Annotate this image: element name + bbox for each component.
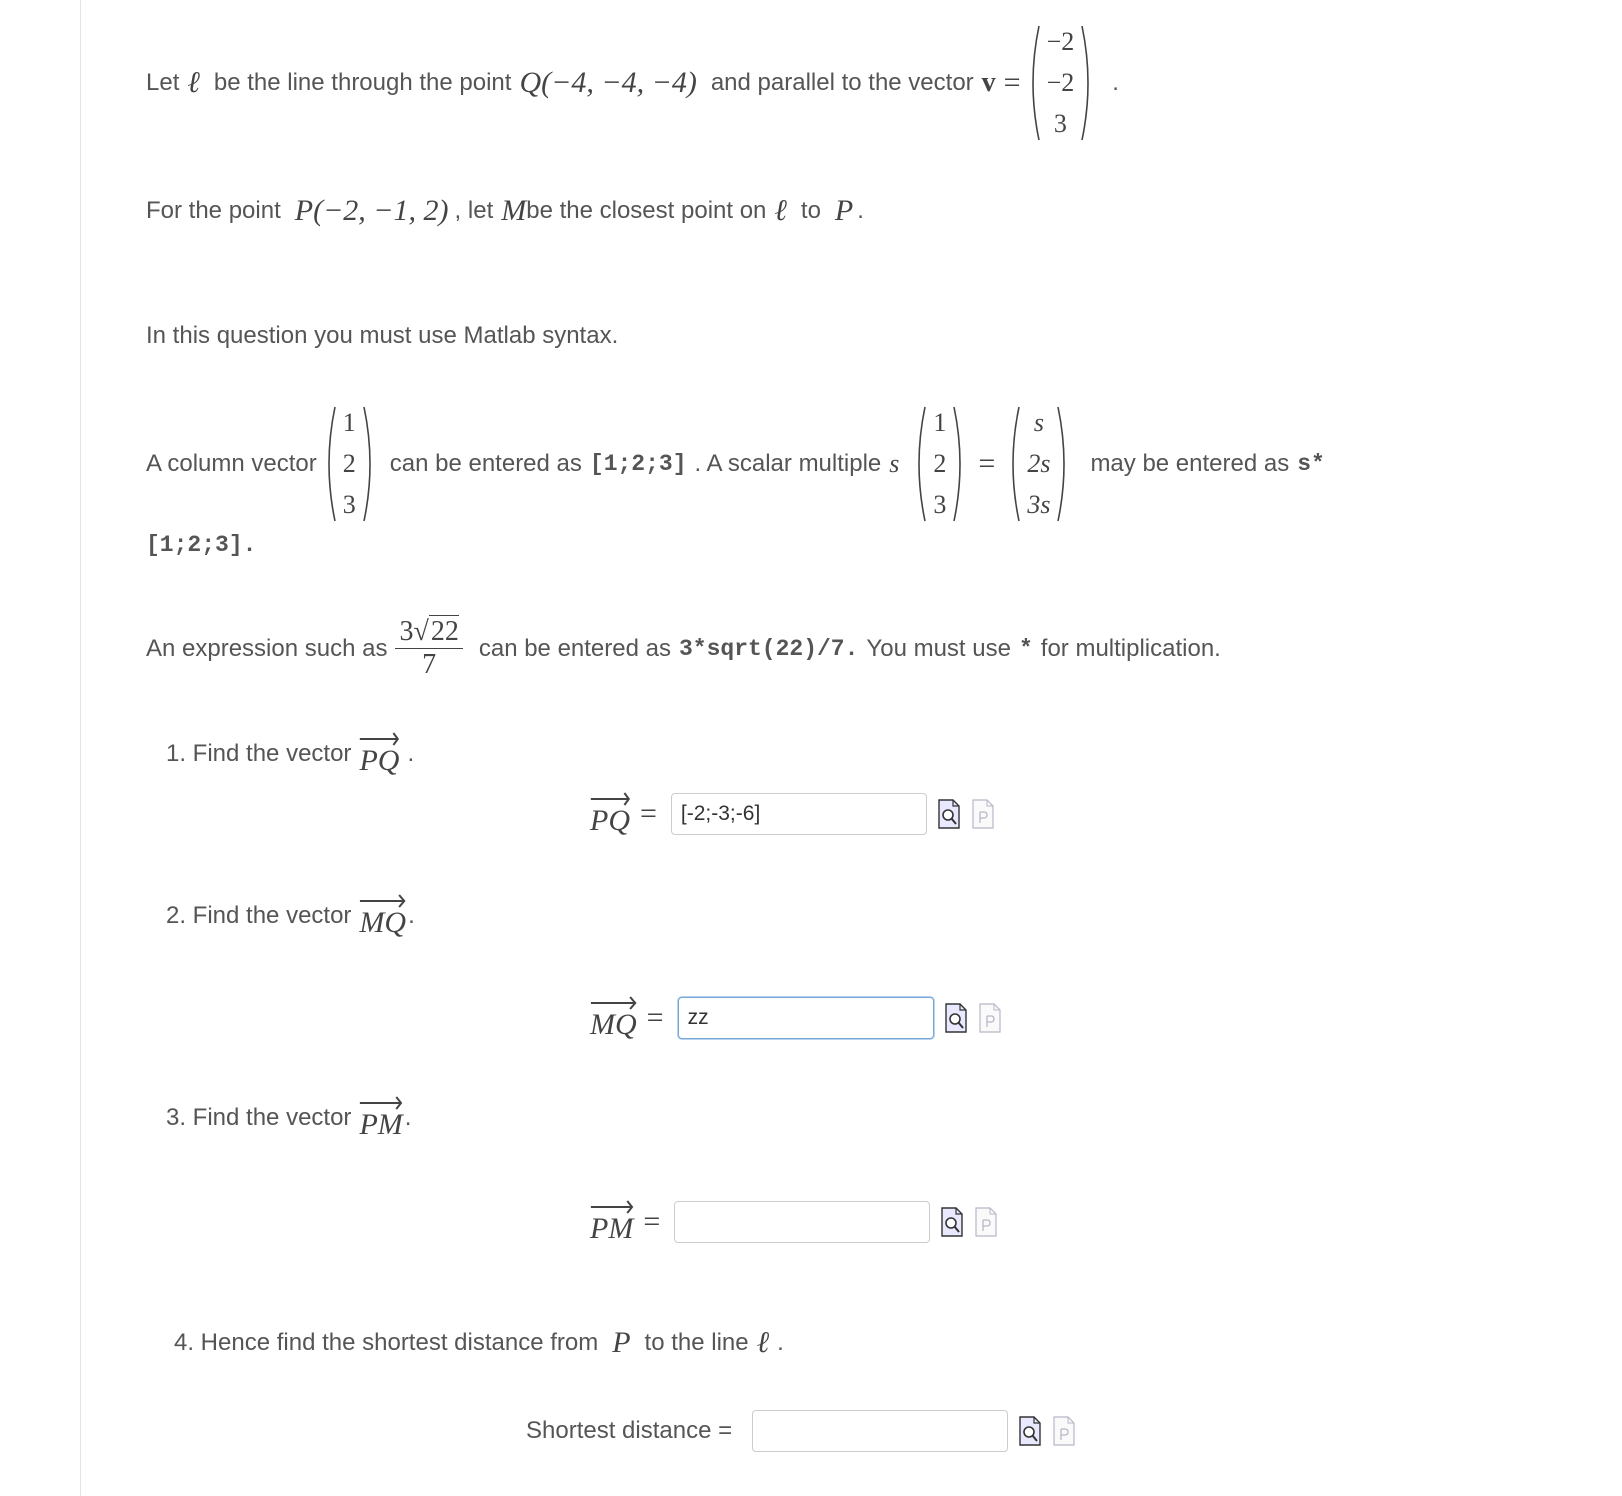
code-example-expression: 3*sqrt(22)/7. [678,635,859,662]
shortest-distance-input[interactable] [752,1410,1008,1452]
expression-explanation: An expression such as $\frac{3√22}{7}$ can be entered as 3*sqrt(22)/7. You must use * for multiplication. [146,616,1221,680]
pq-answer-input[interactable] [671,793,927,835]
point-p: P(−2, −1, 2) [294,194,449,227]
left-border [80,0,81,1496]
question-2: 2. Find the vector MQ . [166,892,415,940]
line-definition: Let ℓ be the line through the point Q(−4, −4, −4) and parallel to the vector v = −2 −2 3 . [146,24,1119,142]
example-vector: 1 2 3 [323,405,376,523]
scaled-vector: s 2s 3s [1007,405,1070,523]
answer-row-4 [526,1410,1076,1452]
question-3: 3. Find the vector PM . [166,1094,411,1142]
ell-symbol: ℓ [187,66,200,99]
syntax-help-icon[interactable] [971,799,995,829]
vector-pq: PQ [359,730,399,778]
preview-icon[interactable] [937,799,961,829]
preview-icon[interactable] [944,1003,968,1033]
answer-row-3: PM = [590,1198,998,1246]
column-vector-explanation: A column vector 1 2 3 can be entered as [1;2;3] . A scalar multiple s 1 2 3 = s 2s 3s may be entered as s* [146,405,1325,523]
syntax-note: In this question you must use Matlab syntax. [146,322,619,349]
question-4: 4. Hence find the shortest distance from P to the line ℓ . [174,1326,784,1359]
answer-row-1: PQ = [-2;-3;-6] [590,790,995,838]
vector-v-symbol: v [981,67,996,98]
example-fraction: $\frac{3√22}{7}$ [395,616,462,681]
shortest-distance-label: Shortest distance = [526,1417,733,1444]
point-q: Q(−4, −4, −4) [519,66,697,99]
vector-pm: PM [359,1094,402,1142]
vector-mq: MQ [359,892,406,940]
preview-icon[interactable] [1018,1416,1042,1446]
vector-v-matrix: −2 −2 3 [1027,24,1095,142]
pm-answer-input[interactable] [674,1201,930,1243]
code-example-vector: [1;2;3] [589,451,687,477]
mq-answer-input[interactable] [678,997,934,1039]
syntax-help-icon[interactable] [1052,1416,1076,1446]
point-definition: For the point P(−2, −1, 2) , let M be the closest point on ℓ to P . [146,194,864,227]
scalar-vector: 1 2 3 [913,405,966,523]
syntax-help-icon[interactable] [978,1003,1002,1033]
question-1: 1. Find the vector PQ . [166,730,414,778]
syntax-help-icon[interactable] [974,1207,998,1237]
answer-row-2: MQ = zz [590,994,1002,1042]
column-vector-explanation-cont: [1;2;3] . [146,532,257,558]
preview-icon[interactable] [940,1207,964,1237]
